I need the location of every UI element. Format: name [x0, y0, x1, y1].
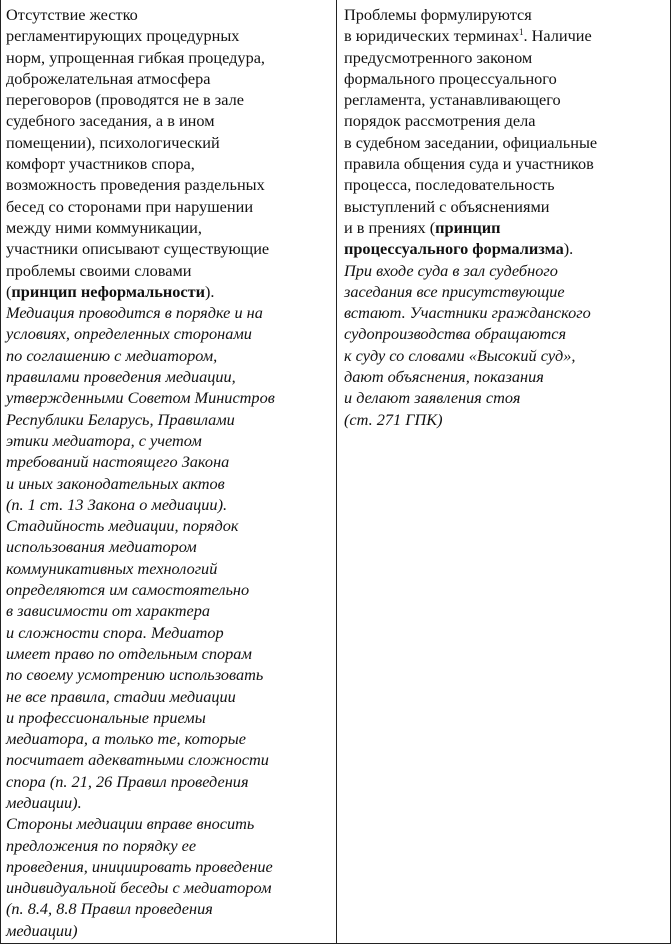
- text-line: и профессиональные приемы: [6, 707, 206, 727]
- text-line: коммуникативных технологий: [6, 558, 218, 578]
- text-line: порядок рассмотрения дела: [344, 111, 536, 131]
- principle-term: принцип: [435, 217, 501, 237]
- text-line: норм, упрощенная гибкая процедура,: [6, 47, 266, 67]
- text-line: Отсутствие жестко: [6, 5, 138, 24]
- text-line: и иных законодательных актов: [6, 473, 225, 493]
- text-line: встают. Участники гражданского: [344, 303, 591, 323]
- text-line: [6, 281, 332, 302]
- text-run: ).: [204, 281, 215, 301]
- text-line: проведения, инициировать проведение: [6, 856, 273, 876]
- text-line: участники описывают существующие: [6, 239, 270, 259]
- text-line: регламента, устанавливающего: [344, 90, 561, 110]
- text-line: предложения по порядку ее: [6, 835, 197, 855]
- text-line: медиации).: [6, 792, 82, 812]
- text-line: Республики Беларусь, Правилами: [6, 409, 235, 429]
- left-column-cell: [1, 0, 336, 943]
- text-line: по своему усмотрению использовать: [6, 665, 264, 685]
- text-line: судопроизводства обращаются: [344, 324, 567, 344]
- text-line: Медиация проводится в порядке и на: [6, 303, 263, 323]
- text-line: [344, 238, 666, 259]
- principle-term: процессуального формализма: [344, 239, 564, 259]
- text-line: правила общения суда и участников: [344, 154, 594, 174]
- text-line: формального процессуального: [344, 68, 557, 88]
- text-line: требований настоящего Закона: [6, 452, 230, 472]
- text-line: в судебном заседании, официальные: [344, 132, 598, 152]
- text-line: Проблемы формулируются: [344, 5, 532, 24]
- text-line: заседания все присутствующие: [344, 281, 565, 301]
- text-line: дают объяснения, показания: [344, 367, 544, 387]
- text-line: Стадийность медиации, порядок: [6, 516, 239, 536]
- text-line: процесса, последовательность: [344, 175, 555, 195]
- text-line: к суду со словами «Высокий суд»,: [344, 345, 576, 365]
- text-run: . Наличие: [523, 26, 592, 46]
- principle-term: принцип неформальности: [11, 281, 205, 301]
- text-line: индивидуальной беседы с медиатором: [6, 878, 272, 898]
- text-line: [344, 217, 666, 238]
- text-line: медиации): [6, 920, 78, 940]
- text-line: (ст. 271 ГПК): [344, 409, 443, 429]
- text-line: Стороны медиации вправе вносить: [6, 814, 255, 834]
- text-line: в зависимости от характера: [6, 601, 211, 621]
- right-column-cell: [336, 0, 670, 943]
- text-line: медиатора, а только те, которые: [6, 729, 247, 749]
- text-line: правилами проведения медиации,: [6, 367, 236, 387]
- text-line: [344, 25, 666, 46]
- text-line: имеет право по отдельным спорам: [6, 643, 252, 663]
- text-line: доброжелательная атмосфера: [6, 68, 211, 88]
- text-line: проблемы своими словами: [6, 260, 192, 280]
- text-line: переговоров (проводятся не в зале: [6, 90, 244, 110]
- footnote-marker: 1: [518, 27, 524, 38]
- text-line: между ними коммуникации,: [6, 217, 202, 237]
- text-run: (: [6, 281, 12, 301]
- text-line: (п. 8.4, 8.8 Правил проведения: [6, 899, 213, 919]
- text-line: бесед со сторонами при нарушении: [6, 196, 254, 216]
- text-line: не все правила, стадии медиации: [6, 686, 236, 706]
- text-line: судебного заседания, а в ином: [6, 111, 215, 131]
- text-line: утвержденными Советом Министров: [6, 388, 275, 408]
- text-line: (п. 1 ст. 13 Закона о медиации).: [6, 494, 228, 514]
- text-line: регламентирующих процедурных: [6, 26, 240, 46]
- text-line: этики медиатора, с учетом: [6, 430, 202, 450]
- text-line: При входе суда в зал судебного: [344, 260, 558, 280]
- text-line: спора (п. 21, 26 Правил проведения: [6, 771, 249, 791]
- text-run: и в прениях (: [344, 217, 436, 237]
- text-line: возможность проведения раздельных: [6, 175, 265, 195]
- text-line: предусмотренного законом: [344, 47, 533, 67]
- text-line: условиях, определенных сторонами: [6, 324, 252, 344]
- text-run: ).: [563, 239, 574, 259]
- text-line: посчитает адекватными сложности: [6, 750, 269, 770]
- text-line: комфорт участников спора,: [6, 154, 195, 174]
- text-run: в юридических терминах: [344, 26, 519, 46]
- text-line: выступлений с объяснениями: [344, 196, 550, 216]
- text-line: использования медиатором: [6, 537, 197, 557]
- text-line: по соглашению с медиатором,: [6, 345, 218, 365]
- text-line: и сложности спора. Медиатор: [6, 622, 224, 642]
- text-line: помещении), психологический: [6, 132, 220, 152]
- text-line: и делают заявления стоя: [344, 388, 521, 408]
- text-line: определяются им самостоятельно: [6, 580, 250, 600]
